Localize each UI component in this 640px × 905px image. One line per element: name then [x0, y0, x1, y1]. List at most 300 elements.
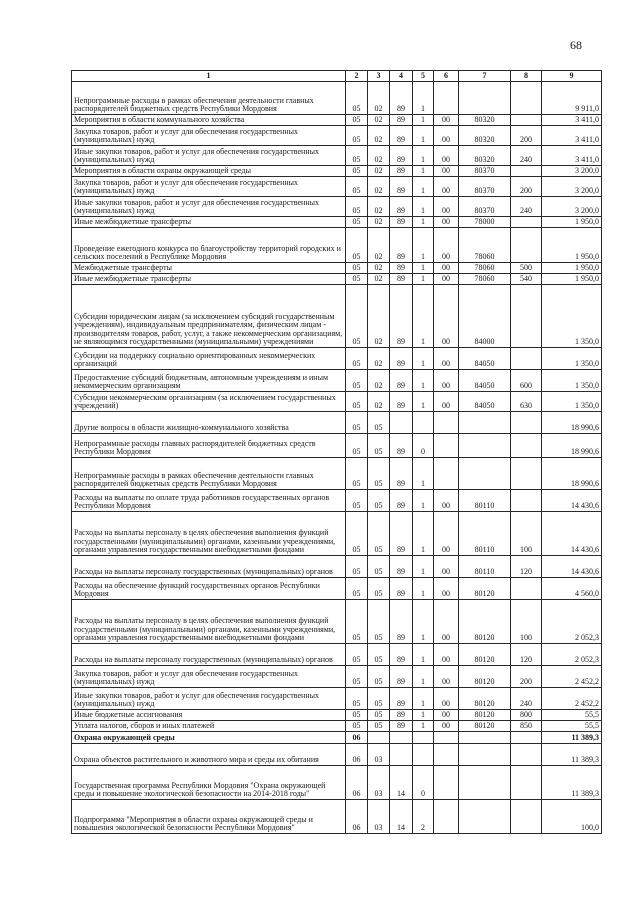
row-code-cell: 00: [434, 126, 459, 146]
row-amount-cell: 11 389,3: [542, 766, 602, 800]
row-subsection-cell: 05: [368, 458, 390, 490]
row-amount-cell: 1 350,0: [542, 370, 602, 392]
row-article-cell: [459, 744, 511, 766]
row-amount-cell: 100,0: [542, 800, 602, 834]
row-code-cell: 00: [434, 600, 459, 644]
row-expense-type-cell: 240: [511, 197, 542, 217]
table-row: [72, 512, 602, 556]
row-subsection-cell: 05: [368, 434, 390, 458]
table-row: [72, 166, 602, 177]
row-program-cell: 89: [390, 512, 413, 556]
row-subprogram-cell: 1: [413, 512, 434, 556]
row-amount-cell: 55,5: [542, 721, 602, 732]
row-article-cell: 80120: [459, 688, 511, 710]
row-code-cell: [434, 800, 459, 834]
row-article-cell: 80110: [459, 512, 511, 556]
page-number: 68: [570, 38, 582, 52]
row-code-cell: 00: [434, 392, 459, 412]
table-body: [72, 82, 602, 834]
row-article-cell: 84000: [459, 285, 511, 348]
table-row: [72, 146, 602, 166]
row-article-cell: [459, 82, 511, 115]
table-row: [72, 644, 602, 666]
row-code-cell: 00: [434, 115, 459, 126]
row-article-cell: 78060: [459, 274, 511, 285]
row-article-cell: 84050: [459, 370, 511, 392]
row-code-cell: 00: [434, 688, 459, 710]
row-subsection-cell: 05: [368, 721, 390, 732]
row-name-cell: Субсидии юридическим лицам (за исключением субсидий государственным учреждениям), индивидуальным предпринимателям, физическим лицам - производителям товаров, работ, услуг, а также некоммерческим организациям, не являющимся государственными (муниципальными) учреждениями: [72, 285, 346, 348]
row-subprogram-cell: 1: [413, 370, 434, 392]
row-amount-cell: 55,5: [542, 710, 602, 721]
row-article-cell: 84050: [459, 392, 511, 412]
row-article-cell: [459, 458, 511, 490]
header-cell: 2: [346, 71, 368, 82]
row-program-cell: 89: [390, 556, 413, 578]
row-code-cell: 00: [434, 490, 459, 512]
row-subprogram-cell: 1: [413, 458, 434, 490]
row-code-cell: 00: [434, 228, 459, 263]
row-name-cell: Иные бюджетные ассигнования: [72, 710, 346, 721]
row-article-cell: 80110: [459, 490, 511, 512]
row-program-cell: [390, 732, 413, 744]
table-row: [72, 370, 602, 392]
header-cell: 4: [390, 71, 413, 82]
row-subsection-cell: 02: [368, 348, 390, 370]
row-name-cell: Закупка товаров, работ и услуг для обеспечения государственных (муниципальных) нужд: [72, 177, 346, 197]
row-subprogram-cell: [413, 744, 434, 766]
row-name-cell: Межбюджетные трансферты: [72, 263, 346, 274]
table-row: [72, 115, 602, 126]
row-code-cell: 00: [434, 177, 459, 197]
header-cell: 7: [459, 71, 511, 82]
row-subsection-cell: 02: [368, 217, 390, 228]
row-article-cell: [459, 800, 511, 834]
row-article-cell: [459, 766, 511, 800]
row-article-cell: 78000: [459, 217, 511, 228]
row-name-cell: Охрана окружающей среды: [72, 732, 346, 744]
row-section-cell: 06: [346, 732, 368, 744]
row-subprogram-cell: 1: [413, 490, 434, 512]
header-cell: 9: [542, 71, 602, 82]
row-name-cell: Расходы на выплаты по оплате труда работников государственных органов Республики Мордовия: [72, 490, 346, 512]
row-subprogram-cell: 2: [413, 800, 434, 834]
row-article-cell: [459, 434, 511, 458]
row-expense-type-cell: 200: [511, 126, 542, 146]
row-program-cell: 89: [390, 197, 413, 217]
row-article-cell: 80120: [459, 666, 511, 688]
row-subprogram-cell: 1: [413, 166, 434, 177]
row-name-cell: Расходы на выплаты персоналу в целях обеспечения выполнения функций государственными (муниципальными) органами, казенными учреждениями, органами управления государственными внебюджетными фондами: [72, 512, 346, 556]
row-subsection-cell: 03: [368, 766, 390, 800]
row-subsection-cell: 02: [368, 166, 390, 177]
row-subprogram-cell: 0: [413, 434, 434, 458]
row-code-cell: 00: [434, 721, 459, 732]
row-code-cell: [434, 458, 459, 490]
row-code-cell: 00: [434, 512, 459, 556]
row-subsection-cell: 05: [368, 578, 390, 600]
row-name-cell: Уплата налогов, сборов и иных платежей: [72, 721, 346, 732]
row-amount-cell: 3 200,0: [542, 166, 602, 177]
row-subprogram-cell: 1: [413, 721, 434, 732]
row-program-cell: 89: [390, 274, 413, 285]
table-row: [72, 766, 602, 800]
row-name-cell: Охрана объектов растительного и животного мира и среды их обитания: [72, 744, 346, 766]
row-subprogram-cell: 1: [413, 600, 434, 644]
row-program-cell: 14: [390, 800, 413, 834]
row-section-cell: 05: [346, 263, 368, 274]
row-subprogram-cell: 1: [413, 578, 434, 600]
row-program-cell: 89: [390, 458, 413, 490]
row-program-cell: 89: [390, 644, 413, 666]
row-program-cell: 89: [390, 166, 413, 177]
row-code-cell: 00: [434, 578, 459, 600]
row-subprogram-cell: 1: [413, 274, 434, 285]
row-article-cell: 80120: [459, 721, 511, 732]
row-subprogram-cell: [413, 732, 434, 744]
row-section-cell: 05: [346, 370, 368, 392]
table-row: [72, 688, 602, 710]
row-section-cell: 05: [346, 721, 368, 732]
row-name-cell: Расходы на выплаты персоналу государственных (муниципальных) органов: [72, 556, 346, 578]
row-expense-type-cell: 850: [511, 721, 542, 732]
row-article-cell: 80320: [459, 126, 511, 146]
row-expense-type-cell: [511, 458, 542, 490]
table-row: [72, 392, 602, 412]
row-amount-cell: 1 950,0: [542, 228, 602, 263]
row-amount-cell: 4 560,0: [542, 578, 602, 600]
row-subsection-cell: 05: [368, 600, 390, 644]
row-subprogram-cell: 1: [413, 146, 434, 166]
table-row: [72, 458, 602, 490]
row-article-cell: 80110: [459, 556, 511, 578]
row-name-cell: Иные закупки товаров, работ и услуг для обеспечения государственных (муниципальных) нужд: [72, 197, 346, 217]
row-subsection-cell: 02: [368, 197, 390, 217]
row-amount-cell: 1 350,0: [542, 348, 602, 370]
table-row: [72, 177, 602, 197]
row-program-cell: 89: [390, 177, 413, 197]
row-section-cell: 05: [346, 688, 368, 710]
row-amount-cell: 1 350,0: [542, 285, 602, 348]
row-name-cell: Закупка товаров, работ и услуг для обеспечения государственных (муниципальных) нужд: [72, 126, 346, 146]
row-program-cell: 89: [390, 370, 413, 392]
table-row: [72, 666, 602, 688]
row-program-cell: 89: [390, 146, 413, 166]
row-code-cell: [434, 434, 459, 458]
row-subprogram-cell: 0: [413, 766, 434, 800]
row-subsection-cell: 05: [368, 644, 390, 666]
table-row: [72, 721, 602, 732]
table-row: [72, 197, 602, 217]
row-name-cell: Субсидии на поддержку социально ориентированных некоммерческих организаций: [72, 348, 346, 370]
row-amount-cell: 18 990,6: [542, 412, 602, 434]
row-subprogram-cell: 1: [413, 263, 434, 274]
row-code-cell: 00: [434, 666, 459, 688]
row-program-cell: 89: [390, 434, 413, 458]
row-name-cell: Расходы на обеспечение функций государственных органов Республики Мордовия: [72, 578, 346, 600]
row-section-cell: 05: [346, 228, 368, 263]
row-expense-type-cell: 800: [511, 710, 542, 721]
table-header-row: [72, 71, 602, 82]
header-cell: 5: [413, 71, 434, 82]
row-subprogram-cell: 1: [413, 217, 434, 228]
table-row: [72, 412, 602, 434]
row-program-cell: [390, 744, 413, 766]
row-program-cell: 89: [390, 115, 413, 126]
row-section-cell: 05: [346, 434, 368, 458]
row-code-cell: 00: [434, 263, 459, 274]
row-program-cell: 89: [390, 263, 413, 274]
row-program-cell: 89: [390, 82, 413, 115]
row-expense-type-cell: [511, 800, 542, 834]
row-code-cell: 00: [434, 274, 459, 285]
table-row: [72, 744, 602, 766]
row-code-cell: [434, 766, 459, 800]
row-program-cell: 89: [390, 126, 413, 146]
row-expense-type-cell: [511, 228, 542, 263]
table-row: [72, 434, 602, 458]
row-name-cell: Мероприятия в области охраны окружающей среды: [72, 166, 346, 177]
table-row: [72, 732, 602, 744]
row-subprogram-cell: 1: [413, 688, 434, 710]
row-code-cell: 00: [434, 146, 459, 166]
row-subsection-cell: 05: [368, 666, 390, 688]
row-code-cell: [434, 412, 459, 434]
row-amount-cell: 1 950,0: [542, 274, 602, 285]
row-section-cell: 05: [346, 710, 368, 721]
row-name-cell: Расходы на выплаты персоналу государственных (муниципальных) органов: [72, 644, 346, 666]
row-subsection-cell: 02: [368, 263, 390, 274]
table-row: [72, 82, 602, 115]
row-subprogram-cell: 1: [413, 82, 434, 115]
row-section-cell: 05: [346, 600, 368, 644]
row-name-cell: Другие вопросы в области жилищно-коммунального хозяйства: [72, 412, 346, 434]
row-expense-type-cell: 100: [511, 512, 542, 556]
row-amount-cell: 2 452,2: [542, 666, 602, 688]
row-section-cell: 05: [346, 166, 368, 177]
row-subsection-cell: 05: [368, 556, 390, 578]
row-code-cell: 00: [434, 556, 459, 578]
row-expense-type-cell: 540: [511, 274, 542, 285]
row-amount-cell: 3 411,0: [542, 115, 602, 126]
row-article-cell: 80120: [459, 644, 511, 666]
row-subsection-cell: 02: [368, 370, 390, 392]
row-name-cell: Расходы на выплаты персоналу в целях обеспечения выполнения функций государственными (муниципальными) органами, казенными учреждениями, органами управления государственными внебюджетными фондами: [72, 600, 346, 644]
row-article-cell: 80370: [459, 197, 511, 217]
table-row: [72, 228, 602, 263]
row-name-cell: Субсидии некоммерческим организациям (за исключением государственных учреждений): [72, 392, 346, 412]
row-section-cell: 06: [346, 744, 368, 766]
row-subprogram-cell: 1: [413, 126, 434, 146]
row-code-cell: 00: [434, 217, 459, 228]
row-section-cell: 05: [346, 217, 368, 228]
row-expense-type-cell: 200: [511, 177, 542, 197]
row-amount-cell: 1 950,0: [542, 263, 602, 274]
row-subsection-cell: 02: [368, 274, 390, 285]
table-row: [72, 348, 602, 370]
row-article-cell: 80120: [459, 578, 511, 600]
row-code-cell: 00: [434, 370, 459, 392]
row-expense-type-cell: [511, 285, 542, 348]
row-subsection-cell: 03: [368, 800, 390, 834]
row-amount-cell: 2 452,2: [542, 688, 602, 710]
row-article-cell: [459, 732, 511, 744]
row-subsection-cell: 03: [368, 744, 390, 766]
row-article-cell: 80120: [459, 710, 511, 721]
row-subprogram-cell: 1: [413, 392, 434, 412]
row-expense-type-cell: [511, 766, 542, 800]
row-amount-cell: 3 411,0: [542, 126, 602, 146]
row-subprogram-cell: 1: [413, 115, 434, 126]
row-amount-cell: 1 350,0: [542, 392, 602, 412]
row-section-cell: 05: [346, 644, 368, 666]
row-amount-cell: 3 411,0: [542, 146, 602, 166]
row-amount-cell: 18 990,6: [542, 434, 602, 458]
table-row: [72, 274, 602, 285]
row-expense-type-cell: [511, 115, 542, 126]
row-amount-cell: 2 052,3: [542, 600, 602, 644]
row-name-cell: Непрограммные расходы в рамках обеспечения деятельности главных распорядителей бюджетных средств Республики Мордовия: [72, 82, 346, 115]
table-row: [72, 710, 602, 721]
row-amount-cell: 2 052,3: [542, 644, 602, 666]
row-amount-cell: 3 200,0: [542, 177, 602, 197]
row-program-cell: 89: [390, 688, 413, 710]
table-row: [72, 285, 602, 348]
row-section-cell: 05: [346, 197, 368, 217]
row-article-cell: 80320: [459, 115, 511, 126]
row-subsection-cell: 02: [368, 115, 390, 126]
row-program-cell: 89: [390, 666, 413, 688]
row-expense-type-cell: 100: [511, 600, 542, 644]
row-article-cell: 80120: [459, 600, 511, 644]
budget-table: [71, 70, 602, 834]
row-section-cell: 05: [346, 666, 368, 688]
table-row: [72, 126, 602, 146]
row-subsection-cell: 02: [368, 126, 390, 146]
row-expense-type-cell: 240: [511, 688, 542, 710]
row-subsection-cell: 02: [368, 285, 390, 348]
row-section-cell: 05: [346, 412, 368, 434]
row-subprogram-cell: 1: [413, 177, 434, 197]
row-subprogram-cell: 1: [413, 348, 434, 370]
row-article-cell: 84050: [459, 348, 511, 370]
row-amount-cell: 11 389,3: [542, 744, 602, 766]
row-subsection-cell: [368, 732, 390, 744]
row-name-cell: Непрограммные расходы в рамках обеспечения деятельности главных распорядителей бюджетных средств Республики Мордовия: [72, 458, 346, 490]
row-section-cell: 05: [346, 458, 368, 490]
row-expense-type-cell: [511, 578, 542, 600]
row-expense-type-cell: [511, 82, 542, 115]
header-cell: 8: [511, 71, 542, 82]
row-name-cell: Иные закупки товаров, работ и услуг для обеспечения государственных (муниципальных) нужд: [72, 688, 346, 710]
row-expense-type-cell: 630: [511, 392, 542, 412]
table-row: [72, 490, 602, 512]
row-code-cell: 00: [434, 710, 459, 721]
row-article-cell: 80320: [459, 146, 511, 166]
header-cell: 3: [368, 71, 390, 82]
header-cell: 6: [434, 71, 459, 82]
row-name-cell: Иные закупки товаров, работ и услуг для обеспечения государственных (муниципальных) нужд: [72, 146, 346, 166]
row-code-cell: 00: [434, 166, 459, 177]
row-section-cell: 05: [346, 146, 368, 166]
row-program-cell: 89: [390, 217, 413, 228]
row-section-cell: 05: [346, 177, 368, 197]
row-amount-cell: 3 200,0: [542, 197, 602, 217]
row-program-cell: 89: [390, 578, 413, 600]
table-row: [72, 556, 602, 578]
row-code-cell: 00: [434, 197, 459, 217]
row-subprogram-cell: 1: [413, 556, 434, 578]
row-amount-cell: 18 990,6: [542, 458, 602, 490]
row-subsection-cell: 02: [368, 82, 390, 115]
row-expense-type-cell: 120: [511, 644, 542, 666]
row-expense-type-cell: 200: [511, 666, 542, 688]
row-expense-type-cell: [511, 744, 542, 766]
row-amount-cell: 14 430,6: [542, 512, 602, 556]
row-code-cell: 00: [434, 644, 459, 666]
header-cell: 1: [72, 71, 346, 82]
row-subsection-cell: 05: [368, 412, 390, 434]
row-amount-cell: 9 911,0: [542, 82, 602, 115]
row-section-cell: 05: [346, 274, 368, 285]
row-code-cell: 00: [434, 285, 459, 348]
row-name-cell: Иные межбюджетные трансферты: [72, 217, 346, 228]
row-section-cell: 06: [346, 800, 368, 834]
row-expense-type-cell: [511, 732, 542, 744]
row-amount-cell: 1 950,0: [542, 217, 602, 228]
row-subsection-cell: 02: [368, 228, 390, 263]
row-program-cell: [390, 412, 413, 434]
row-program-cell: 89: [390, 600, 413, 644]
row-expense-type-cell: 240: [511, 146, 542, 166]
row-article-cell: 80370: [459, 177, 511, 197]
row-name-cell: Иные межбюджетные трансферты: [72, 274, 346, 285]
row-code-cell: [434, 732, 459, 744]
row-subprogram-cell: 1: [413, 228, 434, 263]
row-section-cell: 05: [346, 490, 368, 512]
table-row: [72, 263, 602, 274]
row-name-cell: Непрограммные расходы главных распорядителей бюджетных средств Республики Мордовия: [72, 434, 346, 458]
row-amount-cell: 14 430,6: [542, 490, 602, 512]
table-row: [72, 600, 602, 644]
row-section-cell: 05: [346, 285, 368, 348]
row-subprogram-cell: 1: [413, 710, 434, 721]
row-name-cell: Проведение ежегодного конкурса по благоустройству территорий городских и сельских поселений в Республике Мордовия: [72, 228, 346, 263]
row-code-cell: [434, 82, 459, 115]
row-program-cell: 89: [390, 392, 413, 412]
row-expense-type-cell: 500: [511, 263, 542, 274]
row-expense-type-cell: [511, 166, 542, 177]
table-row: [72, 800, 602, 834]
row-subsection-cell: 05: [368, 688, 390, 710]
row-section-cell: 05: [346, 392, 368, 412]
row-program-cell: 89: [390, 285, 413, 348]
row-article-cell: 80370: [459, 166, 511, 177]
row-subsection-cell: 05: [368, 710, 390, 721]
row-section-cell: 05: [346, 578, 368, 600]
row-name-cell: Государственная программа Республики Мордовия "Охрана окружающей среды и повышение экологической безопасности на 2014-2018 годы": [72, 766, 346, 800]
row-code-cell: 00: [434, 348, 459, 370]
row-section-cell: 05: [346, 512, 368, 556]
row-section-cell: 06: [346, 766, 368, 800]
row-section-cell: 05: [346, 126, 368, 146]
row-article-cell: 78060: [459, 263, 511, 274]
row-name-cell: Подпрограмма "Мероприятия в области охраны окружающей среды и повышения экологической безопасности Республики Мордовия": [72, 800, 346, 834]
row-expense-type-cell: [511, 434, 542, 458]
row-section-cell: 05: [346, 115, 368, 126]
row-section-cell: 05: [346, 348, 368, 370]
row-program-cell: 89: [390, 228, 413, 263]
